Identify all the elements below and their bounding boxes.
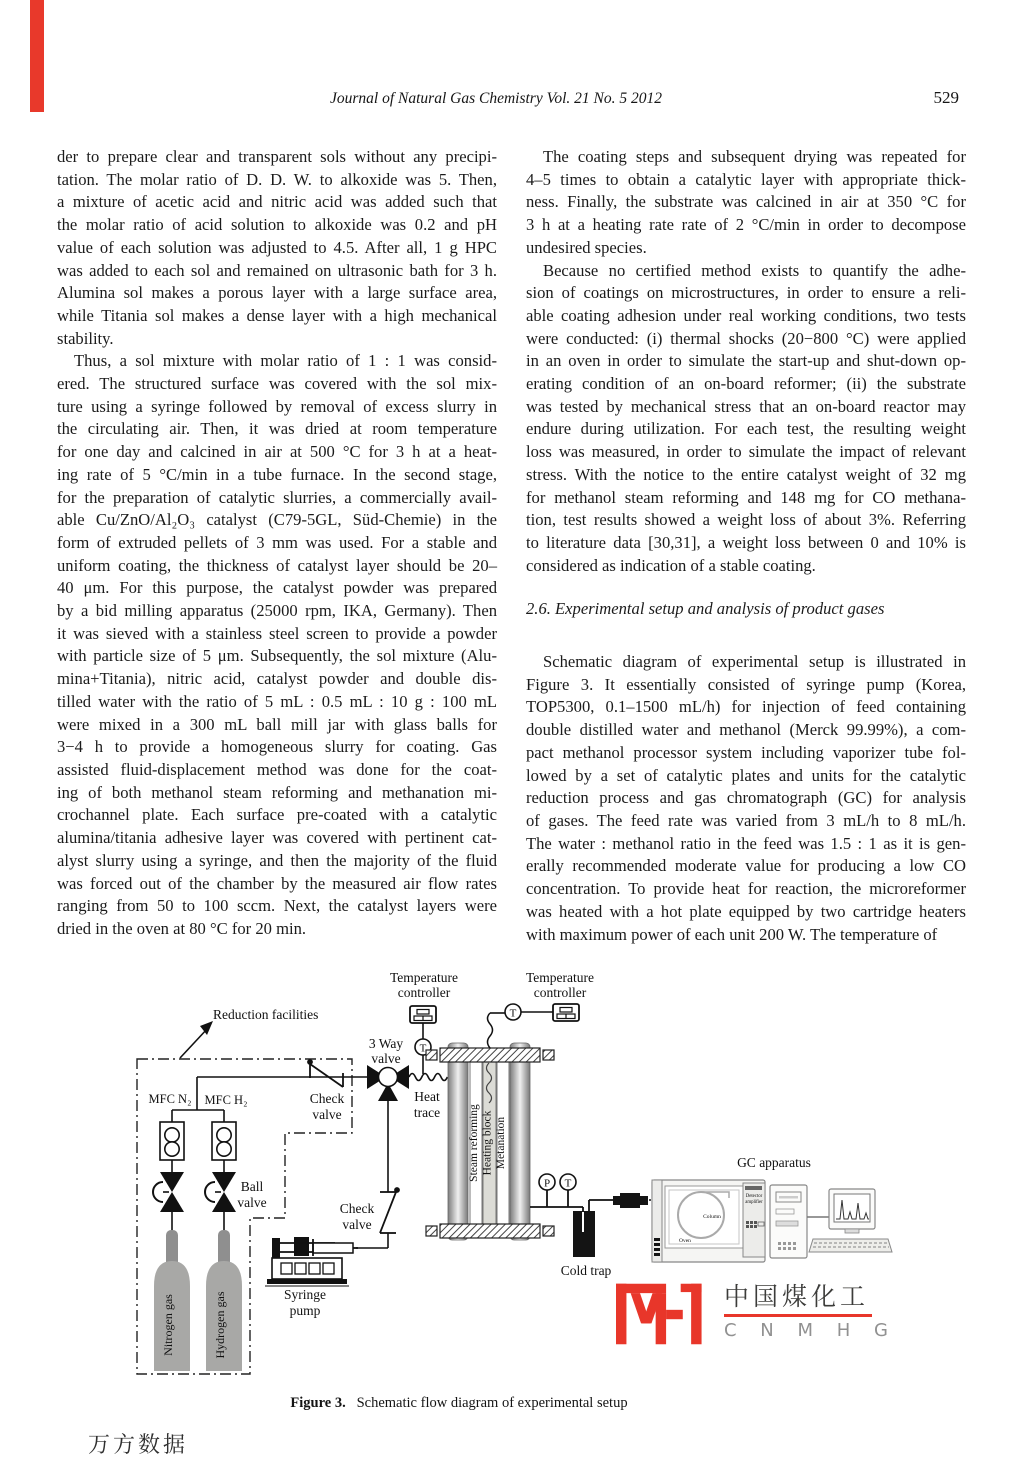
gc-inlet-fitting bbox=[613, 1193, 648, 1208]
text-line: alyst slurry using a syringe, and then the majority of the fluid bbox=[57, 850, 497, 870]
section-heading: 2.6. Experimental setup and analysis of product gases bbox=[526, 599, 885, 619]
text-line: form of extruded pellets of 3 mm was used. For a stable and bbox=[57, 532, 497, 552]
keyboard bbox=[809, 1239, 892, 1252]
gc-apparatus-label: GC apparatus bbox=[737, 1155, 811, 1170]
text-line: ness. Finally, the substrate was calcined in air at 350 °C for bbox=[526, 192, 966, 212]
text-line: for the preparation of catalytic slurries, a commercially avail- bbox=[57, 487, 497, 507]
temp-controller2-icon bbox=[553, 1004, 579, 1021]
ball-valve-label-1: Ball bbox=[240, 1179, 264, 1194]
text-line: ing rate of 5 °C/min in a tube furnace. In the second stage, bbox=[57, 464, 497, 484]
mfc-n2-label: MFC N₂ bbox=[148, 1092, 192, 1106]
text-line: concentration. To provide heat for reaction, the microreformer bbox=[526, 879, 966, 899]
syringe-pump-label-2: pump bbox=[289, 1303, 321, 1318]
text-line: with maximum power of each unit 200 W. The temperature of bbox=[526, 924, 938, 944]
steam-reforming-label: Steam reforming bbox=[468, 1104, 480, 1182]
paragraph bbox=[57, 146, 497, 350]
ball-valve-h2 bbox=[205, 1172, 236, 1212]
text-line: 4–5 times to obtain a catalytic layer with appropriate thick- bbox=[526, 169, 966, 189]
gas-cylinder-hydrogen bbox=[206, 1230, 242, 1371]
mfc-n2-symbol bbox=[160, 1122, 184, 1160]
paragraph bbox=[526, 651, 966, 946]
text-line: the circulating air. Then, it was dried at room temperature bbox=[57, 419, 497, 439]
text-line: ture using a syringe followed by removal of excess slurry in bbox=[57, 396, 497, 416]
text-line: were mixed in a 300 mL ball mill jar with glass balls for bbox=[57, 714, 497, 734]
text-line: by a bid milling apparatus (25000 rpm, IKA, Germany). Then bbox=[57, 601, 497, 621]
logo-mark-icon bbox=[616, 1283, 712, 1345]
text-line: the molar ratio of acid solution to alkoxide was 0.2 and pH bbox=[57, 215, 497, 235]
figure-caption-text: Schematic flow diagram of experimental setup bbox=[356, 1395, 628, 1411]
text-line: Alumina sol makes a porous layer with a large surface area, bbox=[57, 283, 497, 303]
heat-trace-label-2: trace bbox=[413, 1105, 441, 1120]
logo-chinese-text: 中国煤化工 bbox=[724, 1282, 870, 1311]
reactor-bottom-plate bbox=[440, 1224, 540, 1238]
check-valve-top-label-2: valve bbox=[312, 1107, 342, 1122]
text-line: tion, test results showed a weight loss of about 3%. Referring bbox=[526, 510, 966, 530]
reduction-facilities-label: Reduction facilities bbox=[213, 1007, 319, 1022]
logo-latin-text: C N M H G bbox=[724, 1320, 897, 1341]
gc-oven-label: Oven bbox=[679, 1238, 691, 1244]
text-line: ing of both methanol steam reforming and methanation mi- bbox=[57, 782, 497, 802]
text-line: to literature data [30,31], a weight loss between 0 and 10% is bbox=[526, 532, 966, 552]
text-line: undesired species. bbox=[526, 237, 647, 257]
text-line: stress. With the notice to the entire catalyst weight of 32 mg bbox=[526, 464, 966, 484]
wanfang-watermark: 万方数据 bbox=[88, 1433, 189, 1458]
heat-trace-line bbox=[409, 1074, 447, 1081]
text-line: were conducted: (i) thermal shocks (20−800 °C) were applied bbox=[526, 328, 966, 348]
text-line: Because no certified method exists to quantify the adhe- bbox=[543, 260, 966, 280]
page-number: 529 bbox=[933, 88, 959, 107]
text-line: Schematic diagram of experimental setup is illustrated in bbox=[543, 652, 966, 672]
text-line: crochannel plate. Each surface pre-coated with a catalytic bbox=[57, 805, 497, 825]
text-line: stability. bbox=[57, 328, 114, 348]
text-line: tation. The molar ratio of D. D. W. to alkoxide was 5. Then, bbox=[57, 169, 497, 189]
three-way-valve-label-2: valve bbox=[371, 1051, 401, 1066]
text-line: 40 μm. For this purpose, the catalyst powder was prepared bbox=[57, 578, 497, 598]
temp-controller1-icon bbox=[410, 1006, 436, 1023]
text-line: reduction process and gas chromatograph (GC) for analysis bbox=[526, 788, 966, 808]
text-line: endure during utilization. For each test, the resulting weight bbox=[526, 419, 966, 439]
paragraph bbox=[526, 260, 966, 578]
text-line: uniform coating, the thickness of catalyst layer should be 20– bbox=[57, 555, 497, 575]
text-line: assisted fluid-displacement method was done for the coat- bbox=[57, 759, 497, 779]
gc-column-label: Column bbox=[703, 1214, 721, 1220]
text-line: erating condition of an on-board reformer; (ii) the substrate bbox=[526, 374, 966, 394]
temp-controller1-label-1: Temperature bbox=[389, 970, 459, 985]
mfc-h2-symbol bbox=[212, 1122, 236, 1160]
syringe-pump-label-1: Syringe bbox=[284, 1287, 326, 1302]
pressure-gauge-letter: P bbox=[543, 1177, 551, 1190]
gc-detector-label: Detector bbox=[745, 1194, 763, 1199]
text-line: The coating steps and subsequent drying was repeated for bbox=[543, 147, 966, 166]
thermocouple-2-wire bbox=[488, 1013, 493, 1048]
three-way-valve-symbol bbox=[367, 1065, 409, 1101]
temperature-gauge-letter: T bbox=[564, 1177, 572, 1190]
text-line: The water : methanol ratio in the feed was 1.5 : 1 as it is gen- bbox=[526, 833, 966, 853]
text-line: erally recommended moderate value for producing a low CO bbox=[526, 856, 966, 876]
text-line: 3 h at a heating rate rate of 2 °C/min in order to decompose bbox=[526, 215, 966, 235]
text-line: was added to each sol and remained on ultrasonic bath for 3 h. bbox=[57, 260, 497, 280]
ball-valve-label-2: valve bbox=[237, 1195, 267, 1210]
right-column-paragraphs-a bbox=[526, 146, 966, 577]
gc-instrument bbox=[652, 1180, 765, 1262]
watermark-logo bbox=[616, 1283, 897, 1345]
text-line: TOP5300, 0.1–1500 mL/h) for injection of feed containing bbox=[526, 697, 966, 717]
cartridge-heater-left bbox=[448, 1043, 468, 1240]
thermocouple-2-letter: T bbox=[509, 1007, 517, 1020]
text-line: sion of coatings on microstructures, in order to ensure a reli- bbox=[526, 283, 966, 303]
gas-cylinder-nitrogen bbox=[154, 1230, 190, 1371]
check-valve-symbol-top bbox=[308, 1060, 343, 1087]
text-line: pact methanol processor system including vaporizer tube fol- bbox=[526, 742, 966, 762]
cartridge-heater-right bbox=[510, 1043, 530, 1240]
reactor-top-plate bbox=[440, 1048, 540, 1062]
logo-rule bbox=[724, 1314, 872, 1317]
reactor-assembly bbox=[426, 1043, 554, 1240]
text-line: a mixture of acetic acid and nitric acid was added such that bbox=[57, 192, 497, 212]
check-valve-top-label-1: Check bbox=[309, 1091, 345, 1106]
reduction-arrow bbox=[180, 1028, 208, 1058]
text-line: was forced out of the chamber by the measured air flow rates bbox=[57, 873, 497, 893]
heat-trace-label-1: Heat bbox=[414, 1089, 440, 1104]
text-line: 3−4 h to provide a homogeneous slurry for coating. Gas bbox=[57, 737, 497, 757]
figure-caption bbox=[0, 1395, 918, 1412]
temp-controller2-label-1: Temperature bbox=[525, 970, 595, 985]
text-line: double distilled water and methanol (Merck 99.99%), a com- bbox=[526, 720, 966, 740]
text-line: Figure 3. It essentially consisted of syringe pump (Korea, bbox=[526, 674, 966, 694]
reduction-arrowhead bbox=[200, 1021, 213, 1035]
text-line: mina+Titania), nitric acid, catalyst powder and double dis- bbox=[57, 669, 497, 689]
text-line: able Cu/ZnO/Al₂O₃ catalyst (C79-5GL, Süd-Chemie) in the bbox=[57, 510, 497, 530]
check-valve-bottom-label-1: Check bbox=[339, 1201, 375, 1216]
text-line: alumina/titania adhesive layer was covered with pertinent cat- bbox=[57, 828, 497, 848]
text-line: for one day and calcined in air at 500 °C for 3 h at a heat- bbox=[57, 442, 497, 462]
thermocouple-1-letter: T bbox=[419, 1042, 427, 1055]
text-line: ered. The structured surface was covered with the sol mix- bbox=[57, 374, 497, 394]
outlet-piping bbox=[530, 1190, 613, 1213]
text-line: Thus, a sol mixture with molar ratio of 1 : 1 was consid- bbox=[74, 351, 497, 371]
text-line: lowed by a set of catalytic plates and units for the catalytic bbox=[526, 765, 966, 785]
text-line: for methanol steam reforming and 148 mg for CO methana- bbox=[526, 487, 966, 507]
text-line: dried in the oven at 80 °C for 20 min. bbox=[57, 918, 307, 938]
text-line: was heated with a hot plate equipped by two cartridge heaters bbox=[526, 901, 966, 921]
text-line: while Titania sol makes a dense layer with a high mechanical bbox=[57, 305, 497, 325]
monitor bbox=[829, 1189, 875, 1233]
metanation-label: Metanation bbox=[495, 1116, 507, 1170]
text-line: it was sieved with a stainless steel screen to provide a powder bbox=[57, 623, 497, 643]
left-column-paragraphs bbox=[57, 146, 497, 941]
gc-amplifier-label: amplifier bbox=[745, 1200, 763, 1205]
syringe-pump bbox=[265, 1237, 358, 1287]
left-text-column bbox=[57, 146, 497, 941]
heating-block-label: Heating block bbox=[481, 1110, 494, 1176]
temp-controller1-label-2: controller bbox=[397, 985, 451, 1000]
text-line: considered as indication of a stable coating. bbox=[526, 555, 816, 575]
text-line: of gases. The feed rate was varied from 3 mL/h to 8 mL/h. bbox=[526, 810, 966, 830]
hydrogen-gas-label: Hydrogen gas bbox=[213, 1291, 227, 1359]
paragraph bbox=[526, 146, 966, 260]
text-line: tilled water with the ratio of 5 mL : 0.5 mL : 10 g : 100 mL bbox=[57, 691, 497, 711]
three-way-valve-label-1: 3 Way bbox=[368, 1036, 404, 1051]
paragraph bbox=[57, 350, 497, 940]
text-line: in an oven in order to simulate the start-up and shut-down op- bbox=[526, 351, 966, 371]
text-line: loss was measured, in order to simulate the impact of relevant bbox=[526, 442, 966, 462]
temp-controller2-label-2: controller bbox=[533, 985, 587, 1000]
text-line: value of each solution was adjusted to 4.5. After all, 1 g HPC bbox=[57, 237, 497, 257]
computer-tower bbox=[770, 1185, 807, 1258]
check-valve-symbol-bottom bbox=[380, 1188, 399, 1233]
right-column-paragraphs-b bbox=[526, 651, 966, 946]
journal-header: Journal of Natural Gas Chemistry Vol. 21 No. 5 2012 bbox=[330, 90, 662, 107]
ball-valve-n2 bbox=[153, 1172, 184, 1212]
text-line: able coating adhesion under real working conditions, two tests bbox=[526, 305, 966, 325]
nitrogen-gas-label: Nitrogen gas bbox=[161, 1294, 175, 1356]
text-line: ranging from 50 to 100 sccm. Next, the catalyst layers were bbox=[57, 896, 497, 916]
cold-trap-label: Cold trap bbox=[560, 1263, 612, 1278]
check-valve-bottom-label-2: valve bbox=[342, 1217, 372, 1232]
text-line: was tested by mechanical stress that an on-board reactor may bbox=[526, 396, 966, 416]
right-text-column bbox=[526, 146, 966, 946]
figure-caption-label: Figure 3. bbox=[290, 1395, 346, 1411]
text-line: der to prepare clear and transparent sols without any precipi- bbox=[57, 147, 497, 166]
text-line: with particle size of 5 μm. Subsequently, the sol mixture (Alu- bbox=[57, 646, 497, 666]
mfc-h2-label: MFC H₂ bbox=[204, 1093, 248, 1107]
